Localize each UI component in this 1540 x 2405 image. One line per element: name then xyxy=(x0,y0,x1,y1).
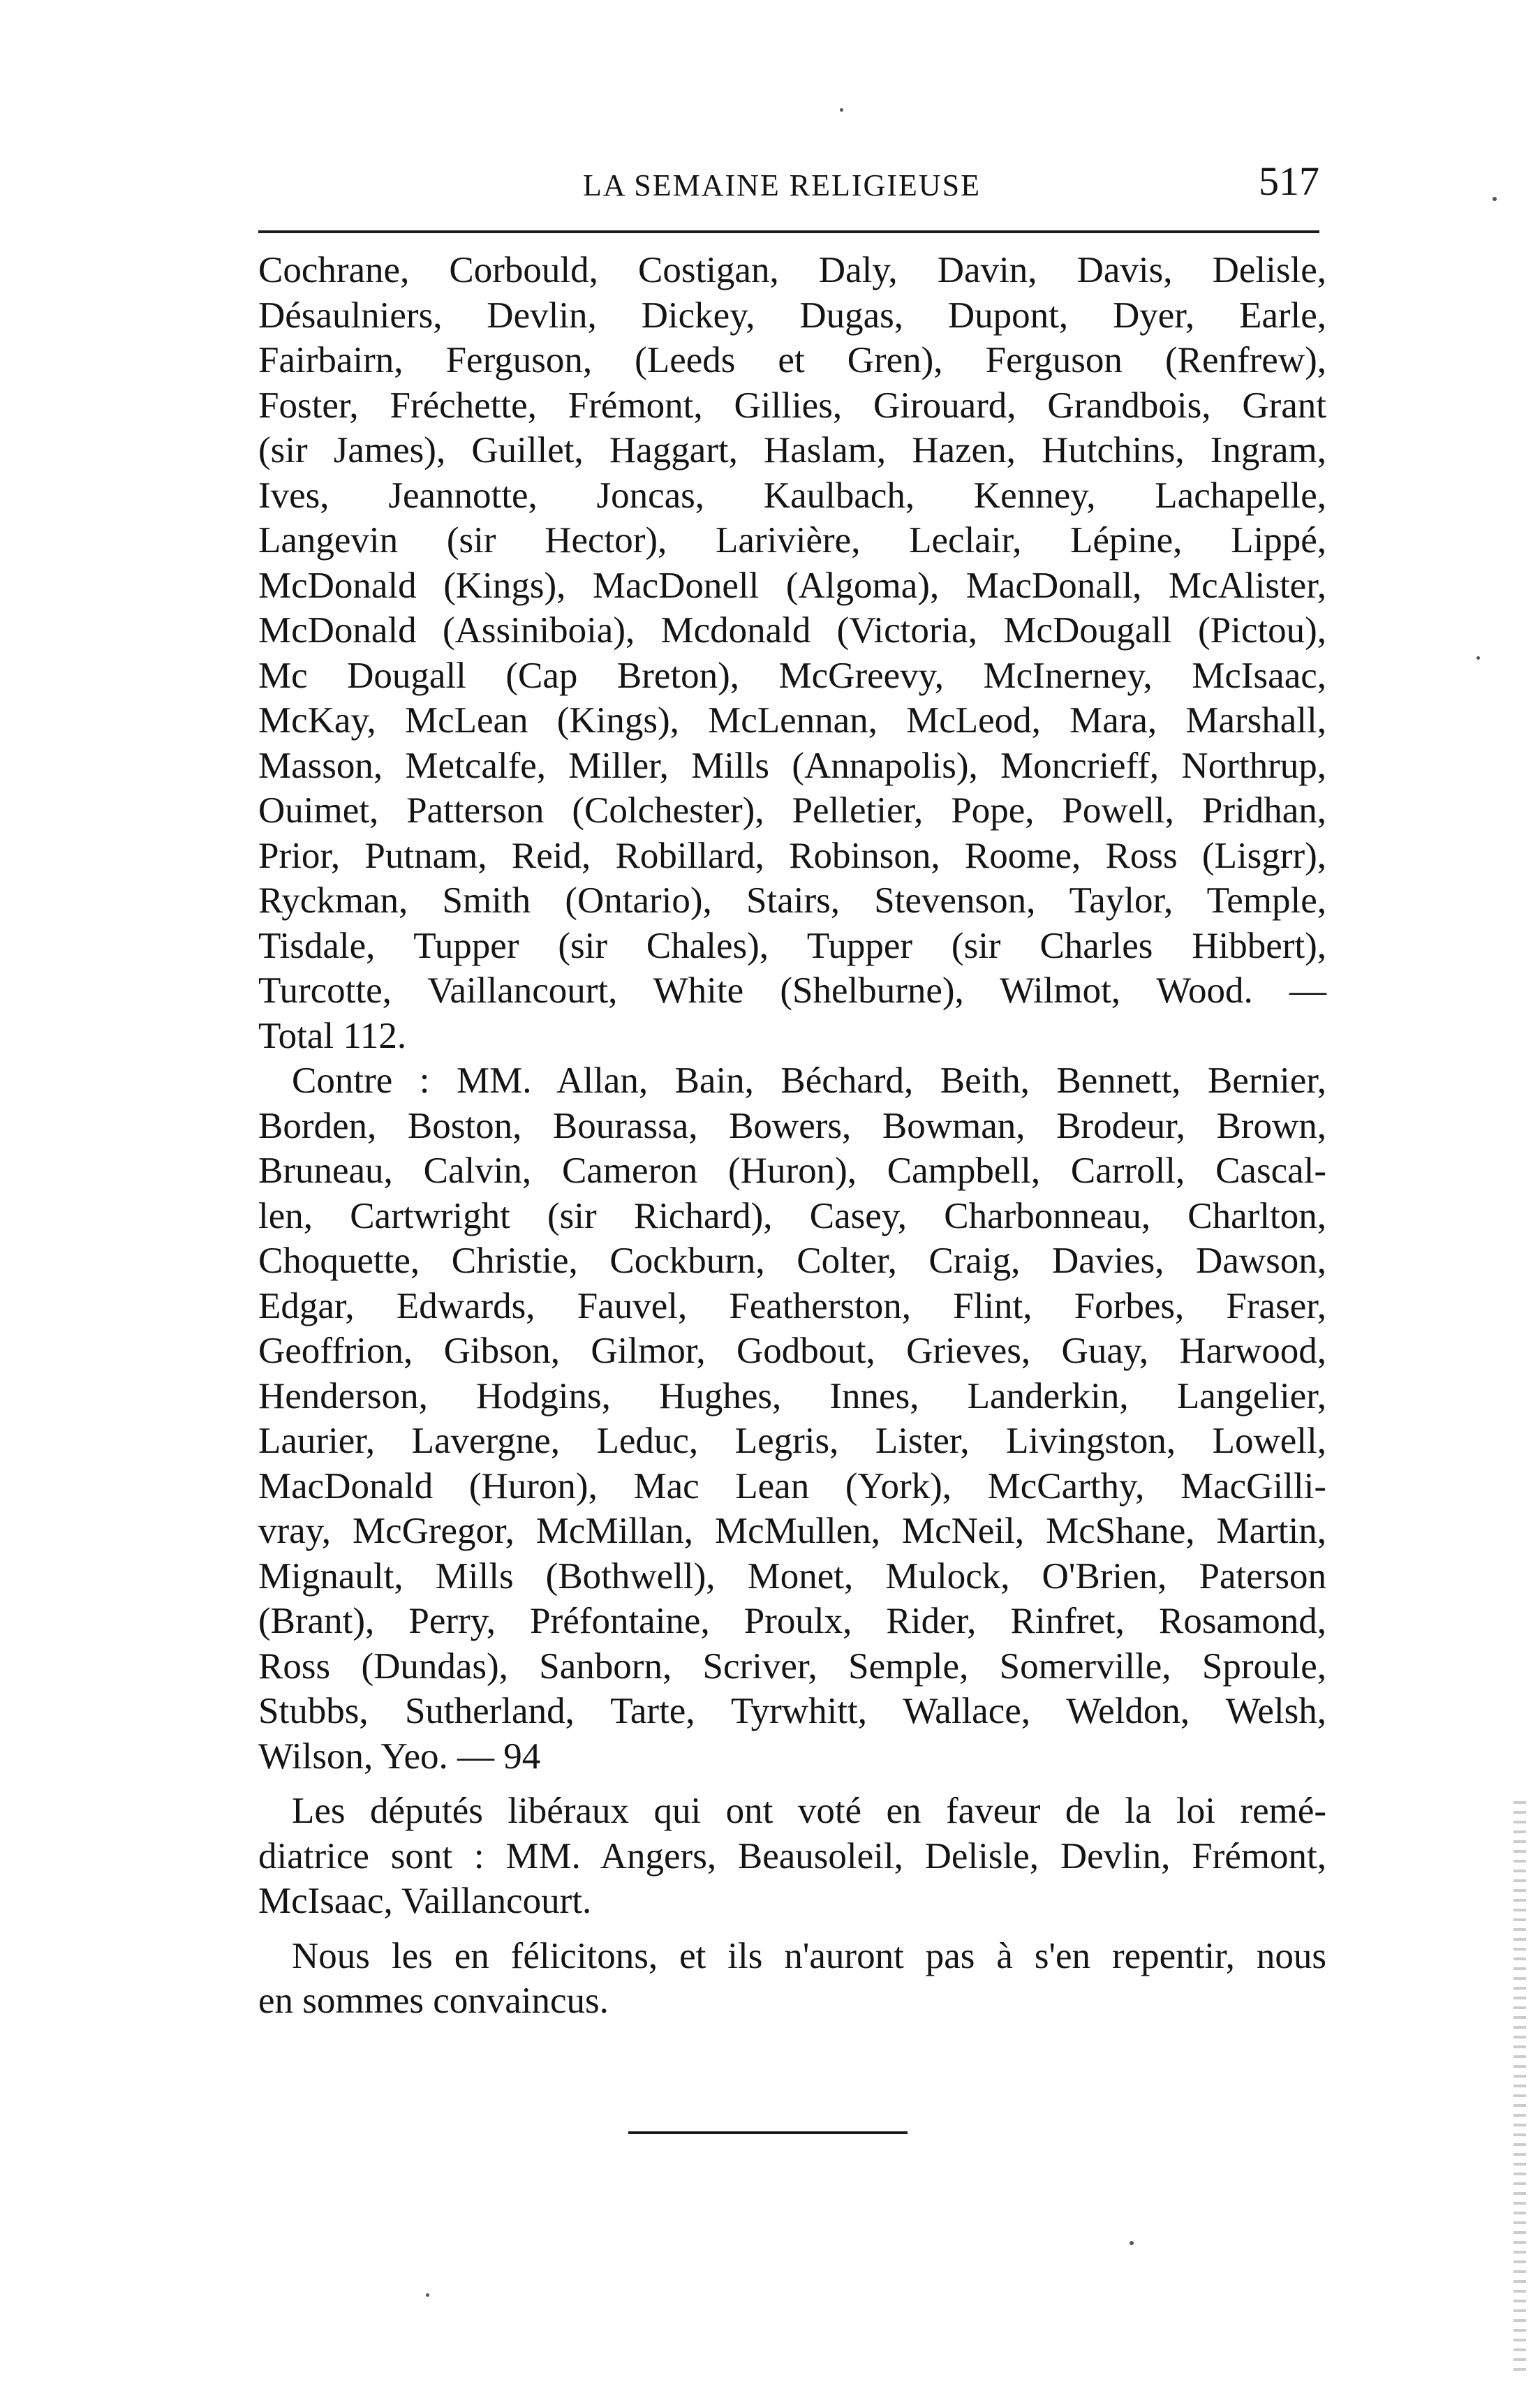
text-line: Bruneau, Calvin, Cameron (Huron), Campbell, Carroll, Cascal- xyxy=(258,1150,1326,1191)
print-speck xyxy=(426,2293,429,2297)
text-line: Ouimet, Patterson (Colchester), Pelletier, Pope, Powell, Pridhan, xyxy=(258,790,1326,831)
text-line: vray, McGregor, McMillan, McMullen, McNeil, McShane, Martin, xyxy=(258,1511,1326,1551)
closing-paragraph xyxy=(258,1934,1326,2024)
page-number: 517 xyxy=(1259,158,1319,204)
text-line: Tisdale, Tupper (sir Chales), Tupper (sir Charles Hibbert), xyxy=(258,925,1326,966)
text-line: diatrice sont : MM. Angers, Beausoleil, Delisle, Devlin, Frémont, xyxy=(258,1835,1326,1877)
header-rule xyxy=(258,230,1319,233)
paragraph-gap xyxy=(258,1779,1326,1789)
contre-vote-list xyxy=(258,1058,1326,1779)
text-line: McDonald (Kings), MacDonell (Algoma), MacDonall, McAlister, xyxy=(258,565,1326,606)
text-line: McDonald (Assiniboia), Mcdonald (Victoria, McDougall (Pictou), xyxy=(258,610,1326,651)
text-line: Henderson, Hodgins, Hughes, Innes, Landerkin, Langelier, xyxy=(258,1375,1326,1416)
text-line: Mignault, Mills (Bothwell), Monet, Mulock, O'Brien, Paterson xyxy=(258,1555,1326,1597)
scan-edge-noise xyxy=(1513,1801,1526,2374)
print-speck xyxy=(1130,2241,1134,2245)
paragraph-gap xyxy=(258,1924,1326,1934)
closing-rule xyxy=(628,2131,908,2134)
text-line: Cochrane, Corbould, Costigan, Daly, Davin, Davis, Delisle, xyxy=(258,250,1326,290)
text-line: Fairbairn, Ferguson, (Leeds et Gren), Ferguson (Renfrew), xyxy=(258,340,1326,380)
text-line: Les députés libéraux qui ont voté en faveur de la loi remé- xyxy=(292,1791,1326,1831)
text-line: Prior, Putnam, Reid, Robillard, Robinson, Roome, Ross (Lisgrr), xyxy=(258,835,1326,876)
text-line: (Brant), Perry, Préfontaine, Proulx, Rider, Rinfret, Rosamond, xyxy=(258,1601,1326,1641)
text-line: Wilson, Yeo. — 94 xyxy=(258,1736,541,1777)
text-line: MacDonald (Huron), Mac Lean (York), McCarthy, MacGilli- xyxy=(258,1465,1326,1507)
text-line: McKay, McLean (Kings), McLennan, McLeod, Mara, Marshall, xyxy=(258,700,1326,741)
text-line: Edgar, Edwards, Fauvel, Featherston, Flint, Forbes, Fraser, xyxy=(258,1285,1326,1326)
text-line: en sommes convaincus. xyxy=(258,1981,609,2021)
text-line: Turcotte, Vaillancourt, White (Shelburne), Wilmot, Wood. — xyxy=(258,970,1326,1011)
text-line: Geoffrion, Gibson, Gilmor, Godbout, Grieves, Guay, Harwood, xyxy=(258,1331,1326,1371)
text-line: Borden, Boston, Bourassa, Bowers, Bowman, Brodeur, Brown, xyxy=(258,1105,1326,1146)
text-line: len, Cartwright (sir Richard), Casey, Charbonneau, Charlton, xyxy=(258,1195,1326,1236)
text-line: Laurier, Lavergne, Leduc, Legris, Lister, Livingston, Lowell, xyxy=(258,1421,1326,1461)
liberaux-paragraph xyxy=(258,1789,1326,1924)
text-line: Contre : MM. Allan, Bain, Béchard, Beith, Bennett, Bernier, xyxy=(292,1060,1326,1101)
running-head xyxy=(258,158,1319,214)
text-line: Langevin (sir Hector), Larivière, Leclair, Lépine, Lippé, xyxy=(258,520,1326,561)
text-line: (sir James), Guillet, Haggart, Haslam, Hazen, Hutchins, Ingram, xyxy=(258,430,1326,471)
body-text xyxy=(258,248,1326,2024)
print-speck xyxy=(1493,197,1497,201)
pour-vote-list xyxy=(258,248,1326,1058)
text-line: Ross (Dundas), Sanborn, Scriver, Semple, Somerville, Sproule, xyxy=(258,1645,1326,1687)
print-speck xyxy=(840,108,843,112)
text-line: Total 112. xyxy=(258,1015,407,1056)
text-line: Mc Dougall (Cap Breton), McGreevy, McInerney, McIsaac, xyxy=(258,655,1326,696)
print-speck xyxy=(1476,656,1480,660)
text-line: Foster, Fréchette, Frémont, Gillies, Girouard, Grandbois, Grant xyxy=(258,385,1326,426)
text-line: Ryckman, Smith (Ontario), Stairs, Stevenson, Taylor, Temple, xyxy=(258,880,1326,921)
running-title: LA SEMAINE RELIGIEUSE xyxy=(583,168,981,202)
text-line: Nous les en félicitons, et ils n'auront pas à s'en repentir, nous xyxy=(292,1935,1326,1976)
text-line: Ives, Jeannotte, Joncas, Kaulbach, Kenney, Lachapelle, xyxy=(258,475,1326,516)
text-line: McIsaac, Vaillancourt. xyxy=(258,1881,592,1921)
text-line: Masson, Metcalfe, Miller, Mills (Annapolis), Moncrieff, Northrup, xyxy=(258,745,1326,786)
text-line: Choquette, Christie, Cockburn, Colter, Craig, Davies, Dawson, xyxy=(258,1241,1326,1281)
text-line: Désaulniers, Devlin, Dickey, Dugas, Dupont, Dyer, Earle, xyxy=(258,295,1326,336)
text-line: Stubbs, Sutherland, Tarte, Tyrwhitt, Wallace, Weldon, Welsh, xyxy=(258,1691,1326,1731)
